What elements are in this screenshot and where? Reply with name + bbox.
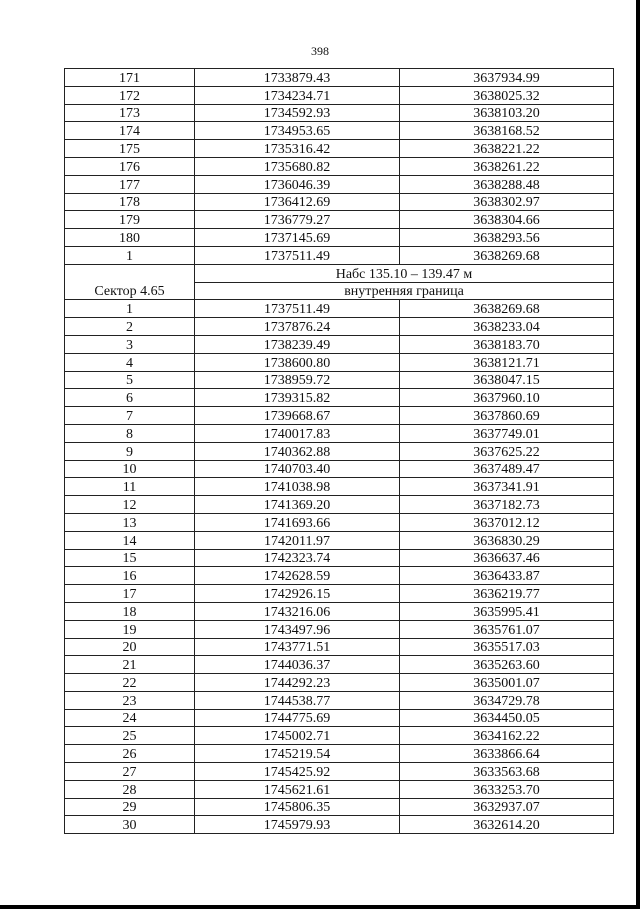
y-coordinate: 3636433.87 [400, 567, 614, 585]
x-coordinate: 1743216.06 [195, 602, 400, 620]
x-coordinate: 1738239.49 [195, 335, 400, 353]
point-number: 19 [65, 620, 195, 638]
point-number: 9 [65, 442, 195, 460]
x-coordinate: 1740703.40 [195, 460, 400, 478]
table-row [65, 602, 614, 620]
table-row [65, 175, 614, 193]
height-range: Набс 135.10 – 139.47 м [195, 264, 614, 282]
table-row [65, 157, 614, 175]
point-number: 12 [65, 496, 195, 514]
table-row [65, 496, 614, 514]
x-coordinate: 1745806.35 [195, 798, 400, 816]
point-number: 1 [65, 300, 195, 318]
page-number: 398 [311, 44, 329, 58]
table-row [65, 567, 614, 585]
x-coordinate: 1736412.69 [195, 193, 400, 211]
x-coordinate: 1737511.49 [195, 246, 400, 264]
point-number: 6 [65, 389, 195, 407]
y-coordinate: 3638293.56 [400, 229, 614, 247]
table-row [65, 460, 614, 478]
page-edge-right [636, 0, 640, 909]
point-number: 30 [65, 816, 195, 834]
x-coordinate: 1742323.74 [195, 549, 400, 567]
table-row [65, 442, 614, 460]
y-coordinate: 3638269.68 [400, 246, 614, 264]
y-coordinate: 3634450.05 [400, 709, 614, 727]
table-row [65, 691, 614, 709]
x-coordinate: 1733879.43 [195, 69, 400, 87]
table-row [65, 780, 614, 798]
x-coordinate: 1736779.27 [195, 211, 400, 229]
table-row [65, 656, 614, 674]
y-coordinate: 3636219.77 [400, 585, 614, 603]
table-row [65, 407, 614, 425]
point-number: 3 [65, 335, 195, 353]
y-coordinate: 3638183.70 [400, 335, 614, 353]
table-row [65, 86, 614, 104]
y-coordinate: 3637749.01 [400, 424, 614, 442]
x-coordinate: 1736046.39 [195, 175, 400, 193]
y-coordinate: 3638233.04 [400, 318, 614, 336]
x-coordinate: 1734234.71 [195, 86, 400, 104]
table-row [65, 246, 614, 264]
point-number: 25 [65, 727, 195, 745]
x-coordinate: 1741693.66 [195, 513, 400, 531]
x-coordinate: 1734592.93 [195, 104, 400, 122]
table-row [65, 122, 614, 140]
table-row [65, 585, 614, 603]
x-coordinate: 1737511.49 [195, 300, 400, 318]
point-number: 10 [65, 460, 195, 478]
point-number: 177 [65, 175, 195, 193]
y-coordinate: 3638103.20 [400, 104, 614, 122]
table-row [65, 638, 614, 656]
table-row [65, 763, 614, 781]
coordinates-table [64, 68, 614, 834]
y-coordinate: 3633563.68 [400, 763, 614, 781]
point-number: 178 [65, 193, 195, 211]
y-coordinate: 3638047.15 [400, 371, 614, 389]
point-number: 18 [65, 602, 195, 620]
point-number: 7 [65, 407, 195, 425]
table-row [65, 709, 614, 727]
x-coordinate: 1741369.20 [195, 496, 400, 514]
y-coordinate: 3637960.10 [400, 389, 614, 407]
sector-header-row [65, 264, 614, 282]
point-number: 14 [65, 531, 195, 549]
y-coordinate: 3633253.70 [400, 780, 614, 798]
sector-header [65, 264, 614, 300]
point-number: 8 [65, 424, 195, 442]
table-row [65, 424, 614, 442]
y-coordinate: 3636637.46 [400, 549, 614, 567]
y-coordinate: 3638269.68 [400, 300, 614, 318]
x-coordinate: 1744292.23 [195, 674, 400, 692]
point-number: 179 [65, 211, 195, 229]
point-number: 180 [65, 229, 195, 247]
x-coordinate: 1737145.69 [195, 229, 400, 247]
point-number: 17 [65, 585, 195, 603]
point-number: 13 [65, 513, 195, 531]
table-row [65, 140, 614, 158]
y-coordinate: 3637182.73 [400, 496, 614, 514]
y-coordinate: 3632614.20 [400, 816, 614, 834]
y-coordinate: 3638168.52 [400, 122, 614, 140]
table-row [65, 335, 614, 353]
point-number: 23 [65, 691, 195, 709]
x-coordinate: 1739668.67 [195, 407, 400, 425]
table-row [65, 318, 614, 336]
point-number: 22 [65, 674, 195, 692]
point-number: 175 [65, 140, 195, 158]
y-coordinate: 3637625.22 [400, 442, 614, 460]
x-coordinate: 1743497.96 [195, 620, 400, 638]
point-number: 15 [65, 549, 195, 567]
point-number: 2 [65, 318, 195, 336]
x-coordinate: 1745002.71 [195, 727, 400, 745]
x-coordinate: 1741038.98 [195, 478, 400, 496]
y-coordinate: 3638221.22 [400, 140, 614, 158]
point-number: 27 [65, 763, 195, 781]
table-row [65, 229, 614, 247]
table-row [65, 353, 614, 371]
y-coordinate: 3637341.91 [400, 478, 614, 496]
table-row [65, 69, 614, 87]
point-number: 20 [65, 638, 195, 656]
y-coordinate: 3635761.07 [400, 620, 614, 638]
x-coordinate: 1745979.93 [195, 816, 400, 834]
page-edge-bottom [0, 905, 640, 909]
x-coordinate: 1735316.42 [195, 140, 400, 158]
table-row [65, 300, 614, 318]
point-number: 16 [65, 567, 195, 585]
x-coordinate: 1737876.24 [195, 318, 400, 336]
table-row [65, 549, 614, 567]
point-number: 1 [65, 246, 195, 264]
x-coordinate: 1745621.61 [195, 780, 400, 798]
x-coordinate: 1745219.54 [195, 745, 400, 763]
x-coordinate: 1744036.37 [195, 656, 400, 674]
y-coordinate: 3637012.12 [400, 513, 614, 531]
point-number: 26 [65, 745, 195, 763]
x-coordinate: 1744538.77 [195, 691, 400, 709]
point-number: 4 [65, 353, 195, 371]
y-coordinate: 3636830.29 [400, 531, 614, 549]
y-coordinate: 3637860.69 [400, 407, 614, 425]
x-coordinate: 1740017.83 [195, 424, 400, 442]
point-number: 24 [65, 709, 195, 727]
table-row [65, 211, 614, 229]
x-coordinate: 1735680.82 [195, 157, 400, 175]
y-coordinate: 3635001.07 [400, 674, 614, 692]
table-row [65, 674, 614, 692]
point-number: 174 [65, 122, 195, 140]
x-coordinate: 1738959.72 [195, 371, 400, 389]
table-row [65, 389, 614, 407]
table-row [65, 620, 614, 638]
y-coordinate: 3637934.99 [400, 69, 614, 87]
table-row [65, 193, 614, 211]
x-coordinate: 1740362.88 [195, 442, 400, 460]
table-row [65, 513, 614, 531]
y-coordinate: 3634162.22 [400, 727, 614, 745]
x-coordinate: 1742926.15 [195, 585, 400, 603]
x-coordinate: 1745425.92 [195, 763, 400, 781]
y-coordinate: 3638025.32 [400, 86, 614, 104]
y-coordinate: 3634729.78 [400, 691, 614, 709]
point-number: 28 [65, 780, 195, 798]
x-coordinate: 1742011.97 [195, 531, 400, 549]
y-coordinate: 3638288.48 [400, 175, 614, 193]
y-coordinate: 3637489.47 [400, 460, 614, 478]
x-coordinate: 1738600.80 [195, 353, 400, 371]
table-row [65, 478, 614, 496]
y-coordinate: 3638261.22 [400, 157, 614, 175]
x-coordinate: 1734953.65 [195, 122, 400, 140]
table-row [65, 727, 614, 745]
x-coordinate: 1742628.59 [195, 567, 400, 585]
y-coordinate: 3635263.60 [400, 656, 614, 674]
rows-after-sector [65, 300, 614, 834]
sector-label: Сектор 4.65 [65, 264, 195, 300]
point-number: 21 [65, 656, 195, 674]
table-row [65, 816, 614, 834]
x-coordinate: 1743771.51 [195, 638, 400, 656]
y-coordinate: 3635995.41 [400, 602, 614, 620]
table-row [65, 798, 614, 816]
table-row [65, 371, 614, 389]
point-number: 173 [65, 104, 195, 122]
table-row [65, 531, 614, 549]
point-number: 5 [65, 371, 195, 389]
y-coordinate: 3635517.03 [400, 638, 614, 656]
y-coordinate: 3638304.66 [400, 211, 614, 229]
y-coordinate: 3638302.97 [400, 193, 614, 211]
y-coordinate: 3638121.71 [400, 353, 614, 371]
boundary-label: внутренняя граница [195, 282, 614, 300]
rows-before-sector [65, 69, 614, 265]
point-number: 176 [65, 157, 195, 175]
y-coordinate: 3632937.07 [400, 798, 614, 816]
x-coordinate: 1739315.82 [195, 389, 400, 407]
table-row [65, 104, 614, 122]
x-coordinate: 1744775.69 [195, 709, 400, 727]
y-coordinate: 3633866.64 [400, 745, 614, 763]
table-row [65, 745, 614, 763]
point-number: 172 [65, 86, 195, 104]
point-number: 11 [65, 478, 195, 496]
point-number: 171 [65, 69, 195, 87]
point-number: 29 [65, 798, 195, 816]
